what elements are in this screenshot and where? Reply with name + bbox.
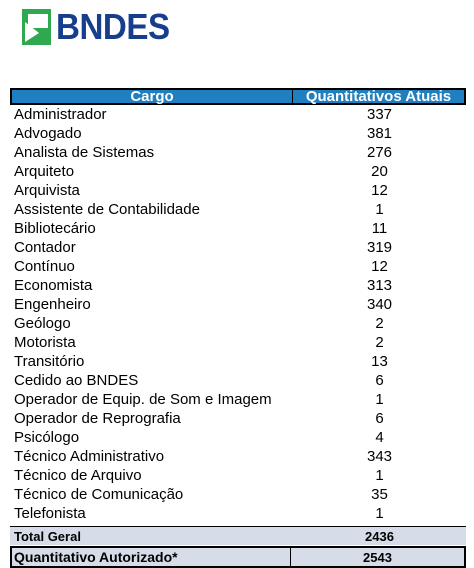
- cargo-table: [10, 88, 466, 568]
- quantity-cell: 11: [371, 220, 388, 237]
- quantity-cell: 4: [375, 429, 384, 446]
- table-row: [10, 257, 466, 276]
- quantity-cell: 12: [371, 258, 388, 275]
- cargo-cell: Transitório: [14, 353, 85, 370]
- cargo-cell: Bibliotecário: [14, 220, 96, 237]
- cargo-cell: Cedido ao BNDES: [14, 372, 139, 389]
- quantity-cell: 337: [366, 106, 393, 123]
- quantity-cell: 343: [366, 448, 393, 465]
- cargo-cell: Advogado: [14, 125, 82, 142]
- cargo-cell: Psicólogo: [14, 429, 80, 446]
- cargo-cell: Contínuo: [14, 258, 75, 275]
- authorized-row: [10, 546, 466, 568]
- table-row: [10, 428, 466, 447]
- table-row: [10, 371, 466, 390]
- quantity-cell: 6: [375, 410, 384, 427]
- authorized-value: 2543: [363, 549, 392, 565]
- bndes-logo: [22, 6, 180, 47]
- quantity-cell: 1: [375, 201, 384, 218]
- quantity-cell: 340: [366, 296, 393, 313]
- quantity-cell: 12: [371, 182, 388, 199]
- cargo-cell: Analista de Sistemas: [14, 144, 155, 161]
- quantity-cell: 319: [366, 239, 393, 256]
- table-row: [10, 466, 466, 485]
- table-body: [10, 105, 466, 523]
- quantity-cell: 381: [366, 125, 393, 142]
- quantity-cell: 1: [375, 391, 384, 408]
- table-header: [10, 88, 466, 105]
- table-row: [10, 162, 466, 181]
- total-label: Total Geral: [14, 528, 81, 544]
- quantity-cell: 13: [371, 353, 388, 370]
- quantity-cell: 313: [366, 277, 393, 294]
- quantity-cell: 276: [366, 144, 393, 161]
- cargo-cell: Telefonista: [14, 505, 86, 522]
- quantity-cell: 2: [375, 315, 384, 332]
- table-row: [10, 124, 466, 143]
- cargo-cell: Arquivista: [14, 182, 80, 199]
- header-cargo: Cargo: [12, 90, 293, 103]
- quantity-cell: 20: [371, 163, 388, 180]
- table-row: [10, 447, 466, 466]
- cargo-cell: Administrador: [14, 106, 107, 123]
- table-row: [10, 200, 466, 219]
- table-row: [10, 352, 466, 371]
- cargo-cell: Motorista: [14, 334, 76, 351]
- table-row: [10, 314, 466, 333]
- table-row: [10, 504, 466, 523]
- bndes-logo-icon: [22, 9, 51, 45]
- cargo-cell: Economista: [14, 277, 93, 294]
- table-row: [10, 485, 466, 504]
- total-value: 2436: [365, 528, 394, 544]
- quantity-cell: 1: [375, 505, 384, 522]
- cargo-cell: Assistente de Contabilidade: [14, 201, 200, 218]
- table-row: [10, 295, 466, 314]
- table-row: [10, 219, 466, 238]
- table-row: [10, 105, 466, 124]
- cargo-cell: Engenheiro: [14, 296, 91, 313]
- table-row: [10, 333, 466, 352]
- table-row: [10, 390, 466, 409]
- quantity-cell: 1: [375, 467, 384, 484]
- cargo-cell: Operador de Equip. de Som e Imagem: [14, 391, 272, 408]
- quantity-cell: 35: [371, 486, 388, 503]
- cargo-cell: Geólogo: [14, 315, 71, 332]
- quantity-cell: 2: [375, 334, 384, 351]
- cargo-cell: Técnico de Comunicação: [14, 486, 184, 503]
- total-row: [10, 526, 466, 545]
- table-row: [10, 238, 466, 257]
- cargo-cell: Contador: [14, 239, 76, 256]
- table-row: [10, 143, 466, 162]
- cargo-cell: Arquiteto: [14, 163, 75, 180]
- cargo-cell: Operador de Reprografia: [14, 410, 181, 427]
- table-row: [10, 409, 466, 428]
- authorized-label: Quantitativo Autorizado*: [12, 548, 291, 566]
- header-quantitativos: Quantitativos Atuais: [305, 88, 452, 105]
- table-row: [10, 276, 466, 295]
- quantity-cell: 6: [375, 372, 384, 389]
- cargo-cell: Técnico de Arquivo: [14, 467, 142, 484]
- cargo-cell: Técnico Administrativo: [14, 448, 165, 465]
- logo-text: BNDES: [56, 6, 170, 47]
- table-row: [10, 181, 466, 200]
